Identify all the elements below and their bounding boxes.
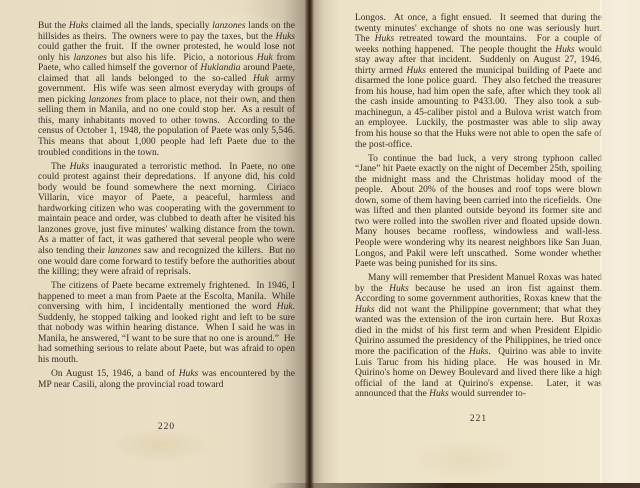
paragraph: To continue the bad luck, a very strong typhoon called “Jane” hit Paete exactly on the night of December 25th, spoiling the midnight mass and the Christmas holiday mood of the people. About 20% of the houses and roof tops were blown down, some of them having been carried into the ricefields. One was lifted and then planted outside beyond its former site and two were rolled into the swollen river and floated upside down. Many houses became roofless, windowless and wall-less. People were wondering why its nearest neighbors like San Juan, Longos, and Pakil were left unscathed. Some wonder whether Paete was being punished for its sins. [355,153,607,270]
book-spine-gutter [305,0,314,488]
paragraph: Longos. At once, a fight ensued. It seemed that during the twenty minutes' exchange of shots no one was seriously hurt. The Huks retreated toward the mountains. For a couple of weeks nothing happened. The people thought the Huks would stay away after that incident. Suddenly on August 27, 1946, thirty armed Huks entered the municipal building of Paete and disarmed the lone police guard. They also fetched the treasurer from his house, had him open the safe, after which they took all the cash inside amounting to P433.00. They also took a sub-machinegun, a 45-caliber pistol and a Bulova wrist watch from an employee. Luckily, the postmaster was able to slip away from his house so that the Huks were not able to open the safe of the post-office. [355,13,607,150]
paragraph: But the Huks claimed all the lands, specially lanzones lands on the hillsides as theirs. The owners were to pay the taxes, but the Huks could gather the fruit. If the owner protested, he would lose not only his lanzones but also his life. Picio, a notorious Huk from Paete, who called himself the governor of Huklandia around Paete, claimed that all lands belonged to the so-called Huk army government. His wife was seen almost everyday with groups of men picking lanzones from place to place, not their own, and then selling them in Manila, and no one could stop her. As a result of this, many inhabitants moved to other towns. According to the census of October 1, 1948, the population of Paete was only 5,546. This means that about 1,000 people had left Paete due to the troubled conditions in the town. [38,21,300,158]
paragraph: Many will remember that President Manuel Roxas was hated by the Huks because he used an iron fist against them. According to some government authorities, Roxas knew that the Huks did not want the Philippine government; that what they wanted was the extension of the iron curtain here. But Roxas died in the midst of his first term and when President Elpidio Quirino assumed the presidency of the Philippines, he tried once more the pacification of the Huks. Quirino was able to invite Luis Taruc from his hiding place. He was housed in Mr. Quirino's home on Dewey Boulevard and lived there like a high official of the land at Quirino's expense. Later, it was announced that the Huks would surrender to- [355,273,607,400]
book-bottom-edge [0,483,640,488]
paragraph: The Huks inaugurated a terroristic method. In Paete, no one could protest against their depredations. If anyone did, his cold body would be found somewhere the next morning. Ciriaco Villarin, vice mayor of Paete, a peaceful, harmless and hardworking citizen who was cooperating with the government to maintain peace and order, was clubbed to death after he visited his lanzones grove, just five minutes' walking distance from the town. As a matter of fact, it was gathered that several people who were also tending their lanzones saw and recognized the killers. But no one would dare come forward to testify before the authorities about the killing; they were afraid of reprisals. [38,161,300,278]
paragraph: The citizens of Paete became extremely frightened. In 1946, I happened to meet a man from Paete at the Escolta, Manila. While conversing with him, I incidentally mentioned the word Huk. Suddenly, he stopped talking and looked right and left to be sure that nobody was within hearing distance. When I said he was in Manila, he answered, “I want to be sure that no one is around.” He had something serious to relate about Paete, but was afraid to open his mouth. [38,281,300,365]
page-fore-edge [600,0,602,488]
right-page-text [355,13,607,400]
left-page [0,0,305,488]
left-page-text [38,21,300,390]
right-page-number: 221 [469,414,488,424]
paragraph: On August 15, 1946, a band of Huks was encountered by the MP near Casili, along the provincial road toward [38,369,298,390]
left-page-number: 220 [157,422,176,432]
right-page [314,0,640,488]
